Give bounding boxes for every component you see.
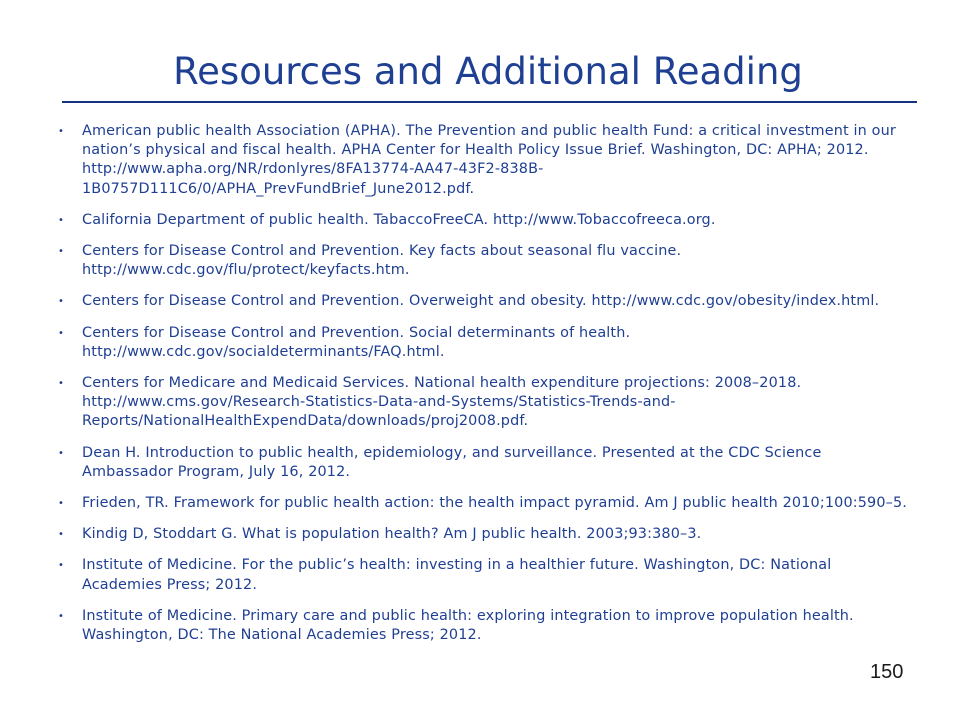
reference-item (58, 444, 908, 482)
reference-item (58, 122, 908, 199)
bullet-icon: • (58, 246, 65, 258)
reference-text: Centers for Disease Control and Prevention. Social determinants of health. http://www.cdc.gov/socialdeterminants/FAQ.html. (82, 324, 631, 360)
reference-item (58, 292, 908, 311)
reference-list (58, 122, 908, 657)
bullet-icon: • (58, 560, 65, 572)
reference-text: Kindig D, Stoddart G. What is population health? Am J public health. 2003;93:380–3. (82, 526, 702, 543)
reference-text: Institute of Medicine. Primary care and public health: exploring integration to improve population health. Washington, DC: The National Academies Press; 2012. (82, 607, 854, 644)
reference-text: Centers for Disease Control and Prevention. Key facts about seasonal flu vaccine. http://www.cdc.gov/flu/protect/keyfacts.htm. (82, 243, 682, 279)
reference-text: California Department of public health. TabaccoFreeCA. http://www.Tobaccofreeca.org. (82, 211, 716, 228)
reference-text: Centers for Medicare and Medicaid Services. National health expenditure projections: 2008–2018. http://www.cms.gov/Research-Statistics-Data-and-Systems/Statistics-Trends-and-Reports/NationalHealthExpendData/downloads/proj2008.pdf. (82, 375, 802, 430)
slide-title: Resources and Additional Reading (173, 50, 803, 93)
bullet-icon: • (58, 296, 65, 308)
reference-text: Dean H. Introduction to public health, epidemiology, and surveillance. Presented at the CDC Science Ambassador Program, July 16, 2012. (82, 444, 822, 480)
reference-text: Frieden, TR. Framework for public health action: the health impact pyramid. Am J public health 2010;100:590–5. (82, 495, 908, 512)
reference-text: Institute of Medicine. For the public’s health: investing in a healthier future. Washington, DC: National Academies Press; 2012. (82, 557, 832, 593)
reference-text: American public health Association (APHA). The Prevention and public health Fund: a critical investment in our nation’s physical and fiscal health. APHA Center for Health Policy Issue Brief. Washington, DC: APHA; 2012. http://www.apha.org/NR/rdonlyres/8FA13774-AA47-43F2-838B-1B0757D111C6/0/APHA_PrevFundBrief_June2012.pdf. (82, 123, 896, 197)
reference-item (58, 494, 908, 513)
bullet-icon: • (58, 529, 65, 541)
bullet-icon: • (58, 378, 65, 390)
bullet-icon: • (58, 447, 65, 459)
bullet-icon: • (58, 498, 65, 510)
bullet-icon: • (58, 327, 65, 339)
page-number: 150 (870, 661, 904, 683)
reference-item (58, 556, 908, 594)
bullet-icon: • (58, 610, 65, 622)
reference-item (58, 242, 908, 280)
reference-text: Centers for Disease Control and Prevention. Overweight and obesity. http://www.cdc.gov/obesity/index.html. (82, 293, 880, 310)
reference-item (58, 525, 908, 544)
reference-item (58, 607, 908, 645)
reference-item (58, 211, 908, 230)
bullet-icon: • (58, 126, 65, 137)
reference-item (58, 374, 908, 432)
reference-item (58, 324, 908, 362)
title-underline (62, 101, 917, 103)
bullet-icon: • (58, 214, 65, 226)
